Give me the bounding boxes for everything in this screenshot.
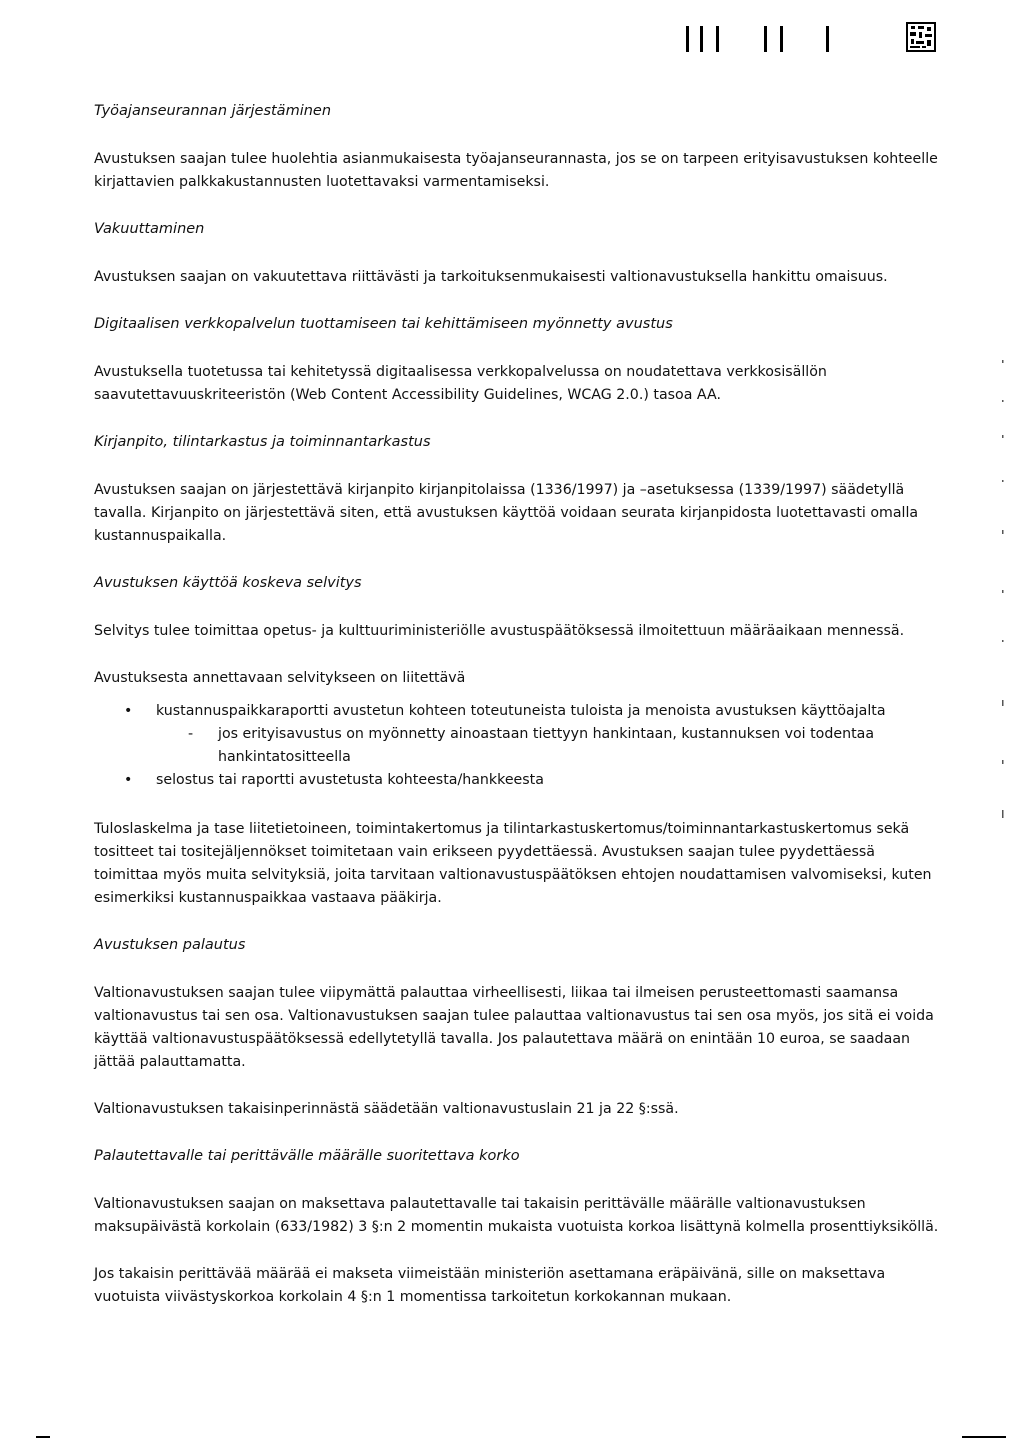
section-paragraph: Valtionavustuksen saajan on maksettava palautettavalle tai takaisin perittävälle määrälle valtionavustuksen maksupäivästä korkolain (633/1982) 3 §:n 2 momentin mukaista vuotuista korkoa lisättynä kolmella prosenttiyksiköllä. — [94, 1196, 939, 1235]
bottom-edge-mark — [36, 1436, 50, 1438]
sub-list-item — [156, 723, 939, 769]
list-item — [94, 700, 939, 769]
sub-list-item-text: jos erityisavustus on myönnetty ainoastaan tiettyyn hankintaan, kustannuksen voi todentaa hankintatositteella — [218, 726, 875, 765]
bullet-icon: • — [124, 703, 133, 719]
section-paragraph: Jos takaisin perittävää määrää ei makseta viimeistään ministeriön asettamana eräpäivänä, sille on maksettava vuotuista viivästyskorkoa korkolain 4 §:n 1 momentissa tarkoitetun korkokannan mukaan. — [94, 1266, 886, 1305]
list-item-text: selostus tai raportti avustetusta kohteesta/hankkeesta — [156, 772, 544, 788]
section-paragraph: Selvitys tulee toimittaa opetus- ja kulttuuriministeriölle avustuspäätöksessä ilmoitettuun määräaikaan mennessä. — [94, 623, 905, 639]
document-content — [94, 100, 939, 1333]
section-paragraph: Avustuksen saajan tulee huolehtia asianmukaisesta työajanseurannasta, jos se on tarpeen erityisavustuksen kohteelle kirjattavien palkkakustannusten luotettavaksi varmentamiseksi. — [94, 151, 938, 190]
scan-edge-marks — [998, 340, 1010, 840]
section-heading-digital-service: Digitaalisen verkkopalvelun tuottamiseen tai kehittämiseen myönnetty avustus — [94, 316, 673, 332]
section-heading-insurance: Vakuuttaminen — [94, 221, 205, 237]
section-paragraph: Avustuksen saajan on vakuutettava riittävästi ja tarkoituksenmukaisesti valtionavustuksella hankittu omaisuus. — [94, 269, 888, 285]
report-attachment-list — [94, 700, 939, 792]
dash-icon: - — [188, 726, 194, 742]
section-heading-usage-report: Avustuksen käyttöä koskeva selvitys — [94, 575, 362, 591]
document-page — [94, 0, 939, 1447]
sub-list — [156, 723, 939, 769]
section-heading-accounting: Kirjanpito, tilintarkastus ja toiminnantarkastus — [94, 434, 431, 450]
section-paragraph: Valtionavustuksen saajan tulee viipymättä palauttaa virheellisesti, liikaa tai ilmeisen perusteettomasti saamansa valtionavustus tai sen osa. Valtionavustuksen saajan tulee palauttaa valtionavustus tai sen osa myös, jos sitä ei voida käyttää valtionavustuspäätöksessä edellytetyllä tavalla. Jos palautettava määrä on enintään 10 euroa, se saadaan jättää palauttamatta. — [94, 985, 934, 1070]
section-heading-repayment: Avustuksen palautus — [94, 937, 246, 953]
report-intro: Avustuksesta annettavaan selvitykseen on liitettävä — [94, 670, 466, 686]
section-paragraph: Avustuksen saajan on järjestettävä kirjanpito kirjanpitolaissa (1336/1997) ja –asetuksessa (1339/1997) säädetyllä tavalla. Kirjanpito on järjestettävä siten, että avustuksen käyttöä voidaan seurata kirjanpidosta luotettavasti omalla kustannuspaikalla. — [94, 482, 919, 544]
bottom-edge-mark — [962, 1436, 1006, 1438]
bullet-icon: • — [124, 772, 133, 788]
section-heading-interest: Palautettavalle tai perittävälle määrälle suoritettava korko — [94, 1148, 520, 1164]
section-paragraph: Valtionavustuksen takaisinperinnästä säädetään valtionavustuslain 21 ja 22 §:ssä. — [94, 1101, 679, 1117]
list-item-text: kustannuspaikkaraportti avustetun kohteen toteutuneista tuloista ja menoista avustuksen käyttöajalta — [156, 703, 886, 719]
section-paragraph: Avustuksella tuotetussa tai kehitetyssä digitaalisessa verkkopalvelussa on noudatettava verkkosisällön saavutettavuuskriteeristön (Web Content Accessibility Guidelines, WCAG 2.0.) tasoa AA. — [94, 364, 827, 403]
list-item — [94, 769, 939, 792]
report-closing: Tuloslaskelma ja tase liitetietoineen, toimintakertomus ja tilintarkastuskertomus/toiminnantarkastuskertomus sekä tositteet tai tositejäljennökset toimitetaan vain erikseen pyydettäessä. Avustuksen saajan tulee pyydettäessä toimittaa myös muita selvityksiä, joita tarvitaan valtionavustuspäätöksen ehtojen noudattamisen valvomiseksi, kuten esimerkiksi kustannuspaikkaa vastaava pääkirja. — [94, 821, 932, 906]
section-heading-work-time: Työajanseurannan järjestäminen — [94, 103, 332, 119]
